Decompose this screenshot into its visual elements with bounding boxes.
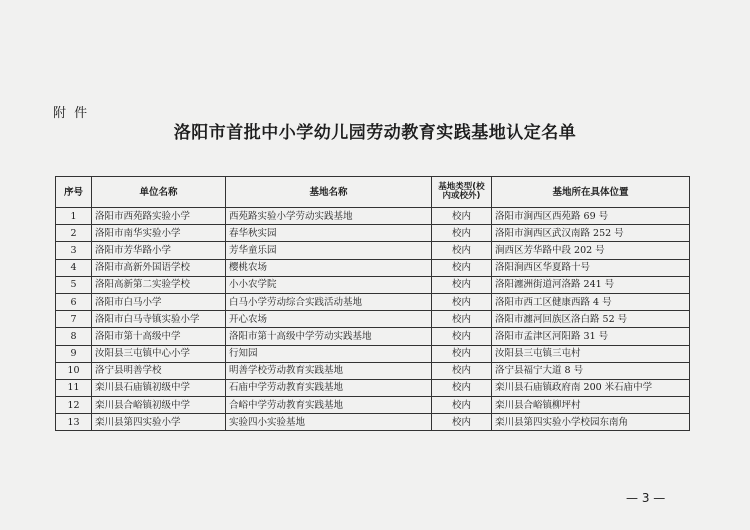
cell-type: 校内 <box>432 328 492 345</box>
table-row <box>56 208 690 225</box>
cell-base: 春华秋实园 <box>226 225 432 242</box>
cell-unit: 洛阳市南华实验小学 <box>92 225 226 242</box>
cell-location: 洛阳市涧西区武汉南路 252 号 <box>492 225 690 242</box>
table-row <box>56 293 690 310</box>
cell-location: 洛阳市西工区健康西路 4 号 <box>492 293 690 310</box>
cell-unit: 洛阳高新第二实验学校 <box>92 276 226 293</box>
cell-type: 校内 <box>432 208 492 225</box>
table-row <box>56 276 690 293</box>
cell-num: 1 <box>56 208 92 225</box>
base-list-table <box>55 176 690 431</box>
cell-unit: 汝阳县三屯镇中心小学 <box>92 345 226 362</box>
cell-unit: 洛阳市芳华路小学 <box>92 242 226 259</box>
cell-location: 汝阳县三屯镇三屯村 <box>492 345 690 362</box>
cell-type: 校内 <box>432 414 492 431</box>
cell-unit: 洛阳市西苑路实验小学 <box>92 208 226 225</box>
table-row <box>56 379 690 396</box>
table-row <box>56 311 690 328</box>
cell-unit: 洛宁县明善学校 <box>92 362 226 379</box>
cell-type: 校内 <box>432 242 492 259</box>
cell-num: 5 <box>56 276 92 293</box>
cell-num: 2 <box>56 225 92 242</box>
base-list-table-container <box>55 176 689 431</box>
table-row <box>56 362 690 379</box>
cell-base: 明善学校劳动教育实践基地 <box>226 362 432 379</box>
header-unit: 单位名称 <box>92 177 226 208</box>
cell-base: 石庙中学劳动教育实践基地 <box>226 379 432 396</box>
cell-type: 校内 <box>432 276 492 293</box>
table-row <box>56 328 690 345</box>
cell-unit: 栾川县合峪镇初级中学 <box>92 397 226 414</box>
cell-unit: 栾川县第四实验小学 <box>92 414 226 431</box>
table-row <box>56 225 690 242</box>
cell-base: 白马小学劳动综合实践活动基地 <box>226 293 432 310</box>
cell-base: 实验四小实验基地 <box>226 414 432 431</box>
table-row <box>56 259 690 276</box>
cell-base: 开心农场 <box>226 311 432 328</box>
cell-location: 洛阳市孟津区河阳路 31 号 <box>492 328 690 345</box>
cell-type: 校内 <box>432 379 492 396</box>
cell-unit: 洛阳市高新外国语学校 <box>92 259 226 276</box>
cell-type: 校内 <box>432 345 492 362</box>
cell-num: 12 <box>56 397 92 414</box>
header-location: 基地所在具体位置 <box>492 177 690 208</box>
attachment-label: 附 件 <box>53 106 90 121</box>
cell-location: 洛阳涧西区华夏路十号 <box>492 259 690 276</box>
cell-base: 西苑路实验小学劳动实践基地 <box>226 208 432 225</box>
cell-num: 6 <box>56 293 92 310</box>
cell-type: 校内 <box>432 259 492 276</box>
page-number: — 3 — <box>626 491 666 505</box>
cell-location: 栾川县石庙镇政府南 200 米石庙中学 <box>492 379 690 396</box>
cell-location: 栾川县合峪镇柳坪村 <box>492 397 690 414</box>
cell-base: 洛阳市第十高级中学劳动实践基地 <box>226 328 432 345</box>
cell-num: 9 <box>56 345 92 362</box>
cell-num: 4 <box>56 259 92 276</box>
cell-location: 洛阳瀍洲街道河洛路 241 号 <box>492 276 690 293</box>
cell-location: 洛阳市涧西区西苑路 69 号 <box>492 208 690 225</box>
cell-num: 8 <box>56 328 92 345</box>
cell-base: 樱桃农场 <box>226 259 432 276</box>
cell-type: 校内 <box>432 397 492 414</box>
cell-type: 校内 <box>432 225 492 242</box>
cell-base: 小小农学院 <box>226 276 432 293</box>
cell-type: 校内 <box>432 311 492 328</box>
cell-type: 校内 <box>432 362 492 379</box>
cell-num: 13 <box>56 414 92 431</box>
cell-num: 3 <box>56 242 92 259</box>
cell-unit: 洛阳市白马寺镇实验小学 <box>92 311 226 328</box>
table-row <box>56 397 690 414</box>
cell-location: 栾川县第四实验小学校园东南角 <box>492 414 690 431</box>
table-row <box>56 414 690 431</box>
cell-num: 11 <box>56 379 92 396</box>
cell-num: 10 <box>56 362 92 379</box>
header-type: 基地类型(校内或校外) <box>432 177 492 208</box>
cell-location: 涧西区芳华路中段 202 号 <box>492 242 690 259</box>
table-row <box>56 345 690 362</box>
cell-base: 芳华童乐园 <box>226 242 432 259</box>
header-num: 序号 <box>56 177 92 208</box>
cell-unit: 栾川县石庙镇初级中学 <box>92 379 226 396</box>
table-row <box>56 242 690 259</box>
cell-base: 行知园 <box>226 345 432 362</box>
cell-unit: 洛阳市白马小学 <box>92 293 226 310</box>
document-title: 洛阳市首批中小学幼儿园劳动教育实践基地认定名单 <box>173 123 577 143</box>
cell-base: 合峪中学劳动教育实践基地 <box>226 397 432 414</box>
header-base: 基地名称 <box>226 177 432 208</box>
cell-num: 7 <box>56 311 92 328</box>
table-header-row <box>56 177 690 208</box>
cell-type: 校内 <box>432 293 492 310</box>
cell-location: 洛宁县福宁大道 8 号 <box>492 362 690 379</box>
cell-unit: 洛阳市第十高级中学 <box>92 328 226 345</box>
cell-location: 洛阳市瀍河回族区洛白路 52 号 <box>492 311 690 328</box>
